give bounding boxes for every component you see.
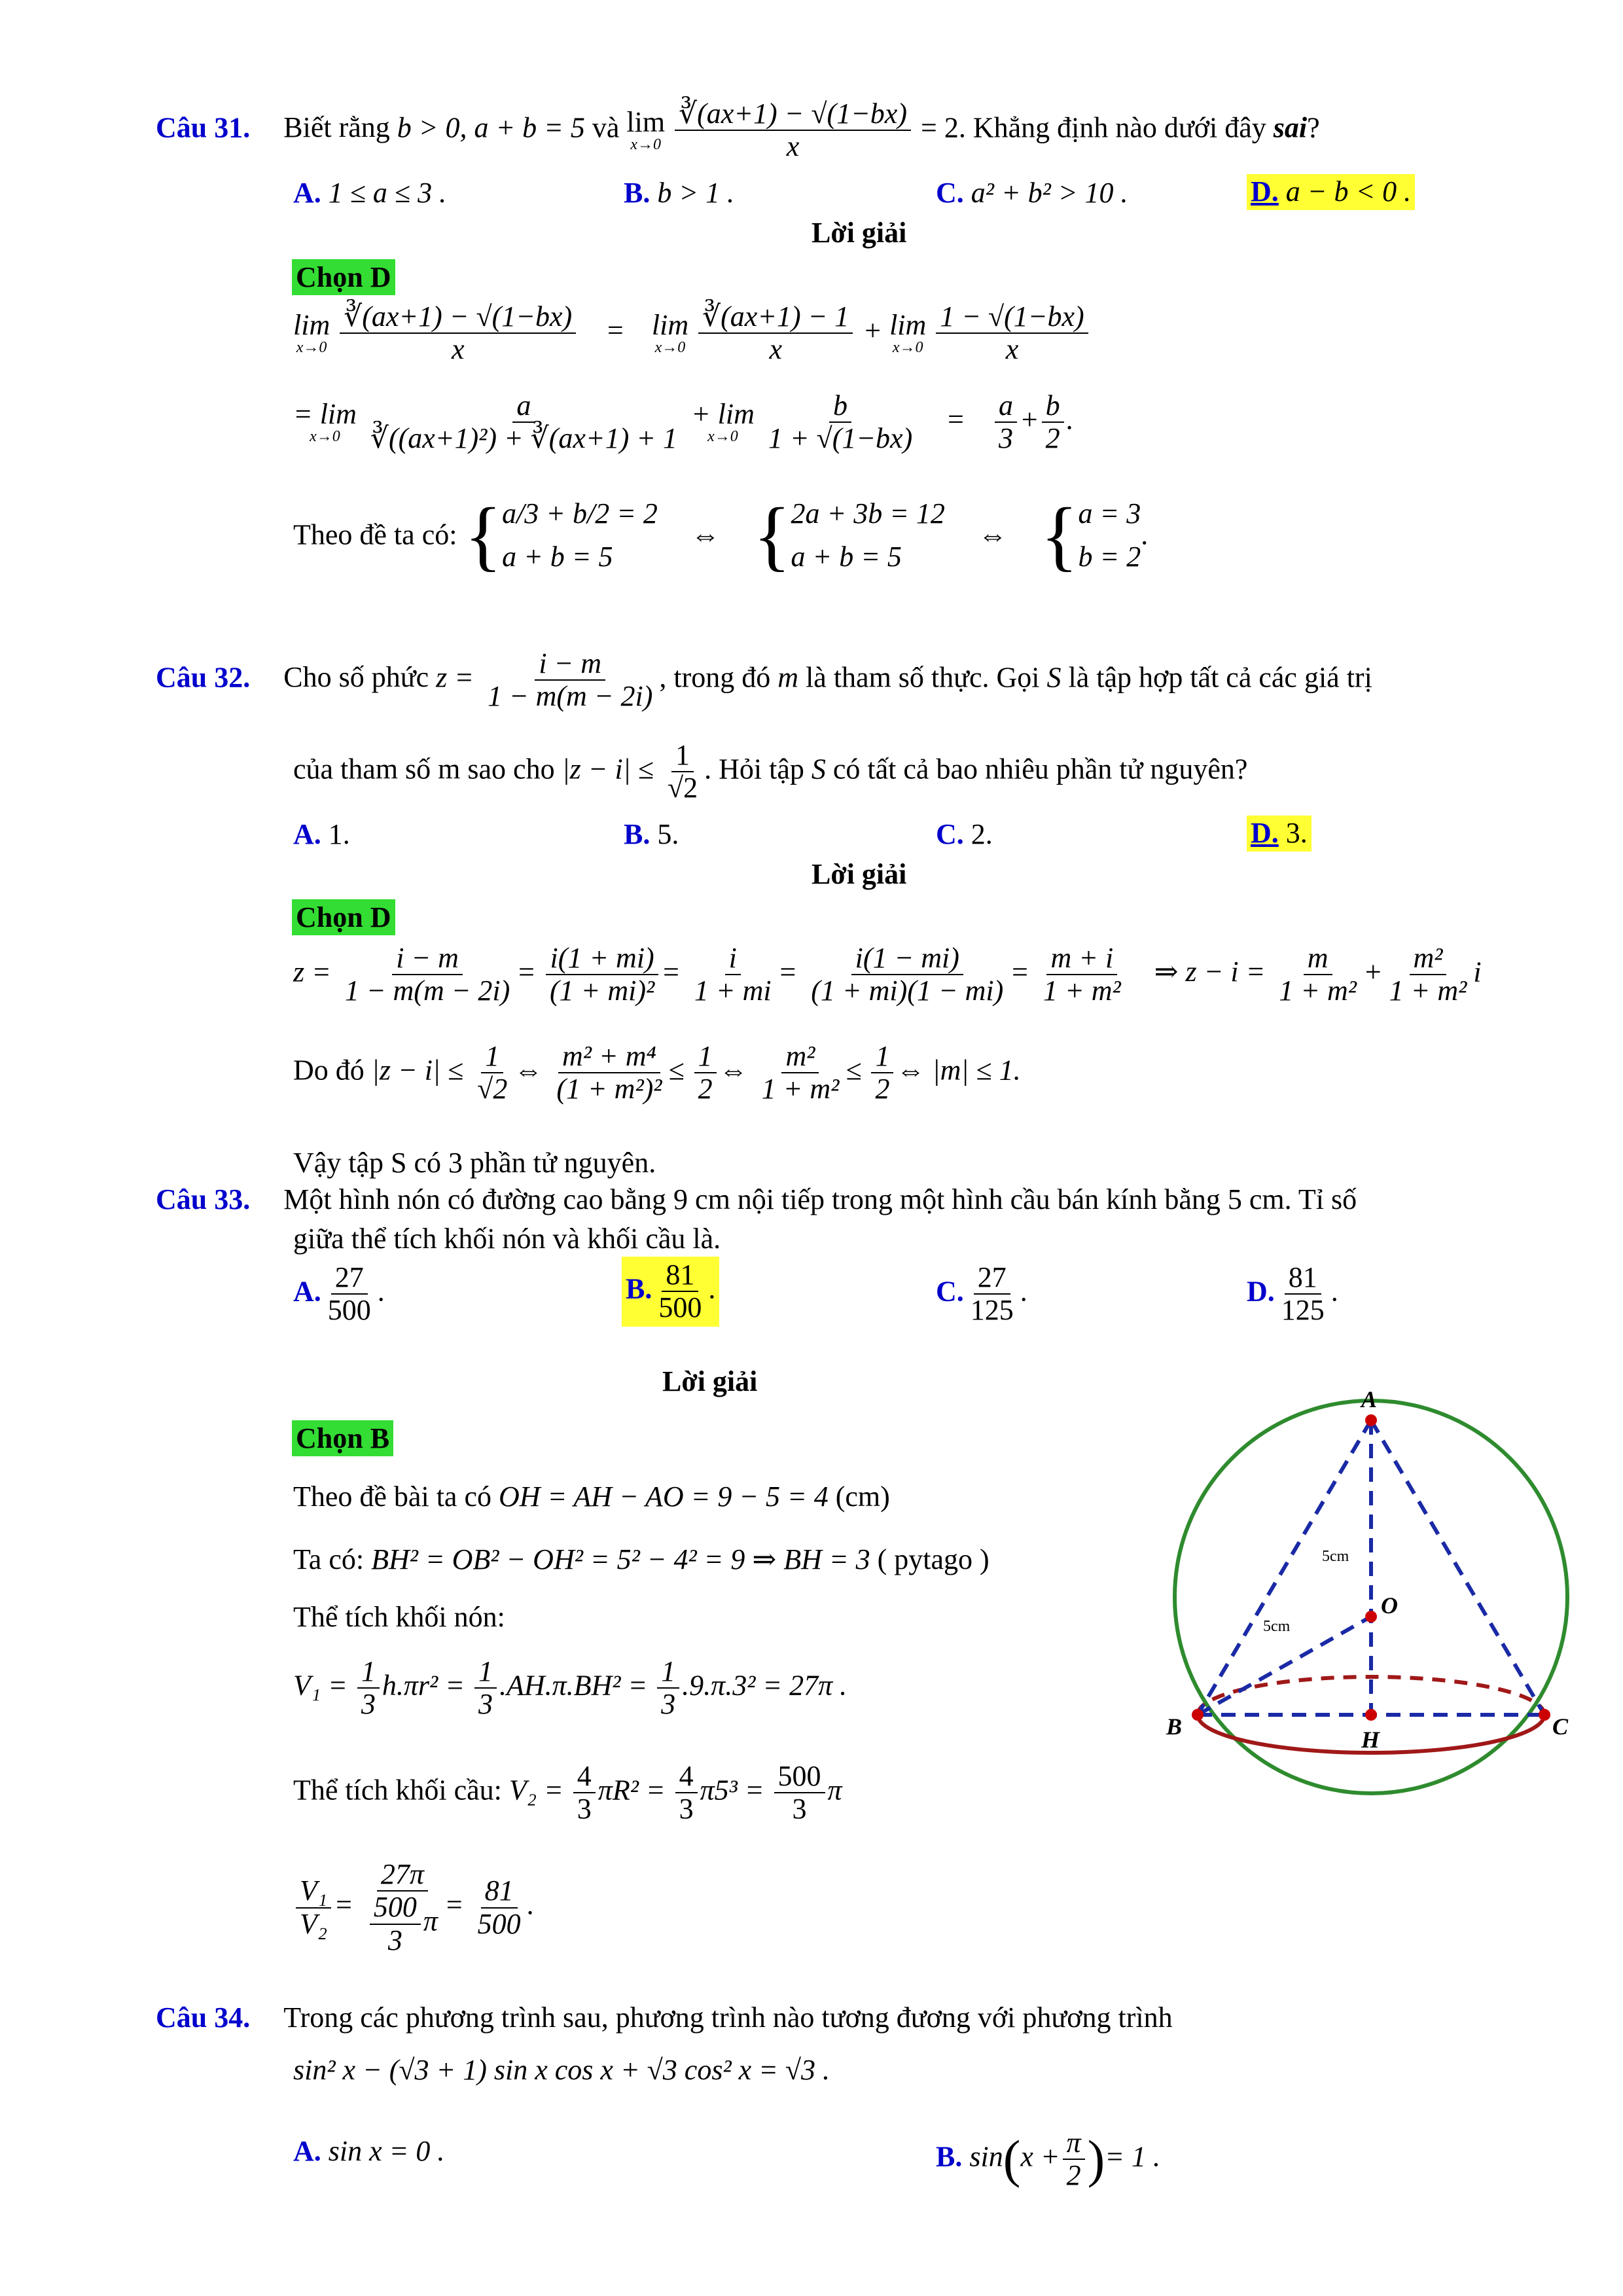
q33-stem: Câu 33. Một hình nón có đường cao bằng 9 cm nội tiếp trong một hình cầu bán kính bằng 5 cm. Tỉ số: [156, 1183, 1357, 1215]
point-a: [1365, 1414, 1377, 1426]
q31-condition: b > 0, a + b = 5: [397, 111, 585, 144]
point-h: [1365, 1709, 1377, 1721]
q31-limit-fraction: $\frac{∛(ax+1) - √(1-bx)}{x}$: [675, 98, 911, 163]
q33-sol-ratio: $\frac{\text{V₁}}{\text{V₂}}$ = 27π $\frac{500}{3}$ π = $\frac{81}{500}$ .: [293, 1859, 535, 1956]
q32-option-a[interactable]: A. 1.: [293, 818, 350, 850]
q34-equation: sin² x − (√3 + 1) sin x cos x + √3 cos² x = √3 .: [293, 2054, 830, 2086]
q32-sol-line1: z = $\frac{i - m}{1 - m(m - 2i)}$ = $\frac{i(1 + mi)}{\text{(1 + mi)²}}$ = $\frac{i}{1 + mi}$ = $\frac{i(1 - mi)}{(1 + mi)(1 - mi)}$ = $\frac{m + i}{\text{1 + m²}}$ ⇒ z − i = $\frac{m}{\text{1 + m²}}$ + $\frac{\text{m²}}{\text{1 + m²}}$ i: [293, 942, 1482, 1007]
point-c: [1539, 1709, 1550, 1721]
point-o: [1365, 1611, 1377, 1623]
q33-chon: Chọn B: [292, 1420, 393, 1456]
q32-loigiai: Lời giải: [812, 858, 907, 890]
q32-sol-line2: Do đó |z − i| ≤ $\frac{1}{√2}$ ⇔ $\frac{\text{m² + m⁴}}{\text{(1 + m²)²}}$ ≤ $\frac{1}{2}$ ⇔ $\frac{\text{m²}}{\text{1 + m²}}$ ≤ $\frac{1}{2}$ ⇔ |m| ≤ 1.: [293, 1040, 1021, 1105]
q34-label: Câu 34.: [156, 2001, 251, 2034]
q32-stem-line2: của tham số m sao cho |z − i| ≤ $\frac{1}{√2}$ . Hỏi tập S có tất cả bao nhiêu phần tử nguyên?: [293, 739, 1248, 804]
q33-sol-3: Thể tích khối nón:: [293, 1601, 505, 1633]
q31-text: Biết rằng: [283, 111, 390, 144]
q33-sol-v1: V₁ = $\frac{1}{3}$ h.πr² = $\frac{1}{3}$ .AH.π.BH² = $\frac{1}{3}$ .9.π.3² = 27π .: [293, 1655, 847, 1721]
q33-sol-1: Theo đề bài ta có OH = AH − AO = 9 − 5 = 4 (cm): [293, 1480, 890, 1513]
q33-option-c[interactable]: C. $\frac{27}{125}$ .: [936, 1261, 1027, 1327]
q31-option-d[interactable]: D. a − b < 0 .: [1247, 174, 1415, 210]
q33-stem-line2: giữa thể tích khối nón và khối cầu là.: [293, 1223, 721, 1255]
q33-sol-2: Ta có: BH² = OB² − OH² = 5² − 4² = 9 ⇒ BH = 3 ( pytago ): [293, 1543, 990, 1575]
label-len-ob: 5cm: [1263, 1618, 1291, 1635]
q31-sol-line3: Theo đề ta có: { a/3 + b/2 = 2 a + b = 5 ⇔ { 2a + 3b = 12 a + b = 5 ⇔ { a = 3 b = 2 .: [293, 492, 1149, 579]
q31-option-b[interactable]: B. b > 1 .: [624, 177, 735, 209]
q34-option-b[interactable]: B. sin(x + $\frac{\pi}{2}$ )= 1 .: [936, 2126, 1160, 2192]
q32-chon: Chọn D: [292, 899, 395, 935]
q31-eq: = 2.: [921, 111, 966, 144]
q32-stem: Câu 32. Cho số phức z = $\frac{i - m}{1 - m(m - 2i)}$ , trong đó m là tham số thực. Gọi S là tập hợp tất cả các giá trị: [156, 647, 1372, 713]
cone-in-sphere-figure: [1152, 1374, 1569, 1780]
q31-label: Câu 31.: [156, 111, 251, 144]
q33-option-b[interactable]: B. $\frac{81}{500}$ .: [622, 1257, 719, 1327]
label-a: A: [1361, 1386, 1378, 1412]
q33-option-a[interactable]: A. $\frac{27}{500}$ .: [293, 1261, 385, 1327]
q31-option-c[interactable]: C. a² + b² > 10 .: [936, 177, 1128, 209]
q33-sol-v2: Thể tích khối cầu: V₂ = $\frac{4}{3}$ πR² = $\frac{4}{3}$ π5³ = $\frac{500}{3}$ π: [293, 1760, 842, 1825]
q31-lim: lim x→0: [626, 106, 666, 154]
label-len-ao: 5cm: [1322, 1548, 1349, 1565]
label-o: O: [1381, 1592, 1398, 1619]
q34-stem: Câu 34. Trong các phương trình sau, phương trình nào tương đương với phương trình: [156, 2001, 1173, 2034]
q32-option-b[interactable]: B. 5.: [624, 818, 679, 850]
q31-option-a[interactable]: A. 1 ≤ a ≤ 3 .: [293, 177, 447, 209]
q32-conclusion: Vậy tập S có 3 phần tử nguyên.: [293, 1147, 656, 1179]
q31-and: và: [592, 111, 620, 144]
q33-option-d[interactable]: D. $\frac{81}{125}$ .: [1247, 1261, 1338, 1327]
q32-option-d[interactable]: D. 3.: [1247, 816, 1311, 852]
q32-label: Câu 32.: [156, 661, 251, 694]
q33-loigiai: Lời giải: [662, 1365, 758, 1397]
label-h: H: [1361, 1727, 1380, 1753]
q31-loigiai: Lời giải: [812, 217, 907, 249]
label-b: B: [1166, 1713, 1183, 1740]
q31-sai: sai: [1273, 111, 1308, 144]
q33-label: Câu 33.: [156, 1183, 251, 1215]
q31-stem: Câu 31. Biết rằng b > 0, a + b = 5 và lim x→0 $\frac{∛(ax+1) - √(1-bx)}{x}$ = 2. Khẳng định nào dưới đây sai?: [156, 98, 1320, 163]
q31-sol-line1: lim x→0 $\frac{∛(ax+1) - √(1-bx)}{x}$ = lim x→0 $\frac{∛(ax+1) - 1}{x}$ + lim x→0 $\frac{1 - √(1-bx)}{x}$: [293, 301, 1091, 366]
q34-option-a[interactable]: A. sin x = 0 .: [293, 2135, 445, 2167]
q32-option-c[interactable]: C. 2.: [936, 818, 993, 850]
label-c: C: [1552, 1713, 1569, 1740]
q31-sol-line2: = lim x→0 $\frac{a}{\text{∛((ax+1)²) + ∛(ax+1) + 1}}$ + lim x→0 $\frac{b}{1 + √(1-bx)}$ = $\frac{a}{3}$ + $\frac{b}{2}$ .: [293, 389, 1074, 455]
q31-question: Khẳng định nào dưới đây: [972, 111, 1266, 144]
point-b: [1192, 1709, 1204, 1721]
q31-chon: Chọn D: [292, 259, 395, 295]
